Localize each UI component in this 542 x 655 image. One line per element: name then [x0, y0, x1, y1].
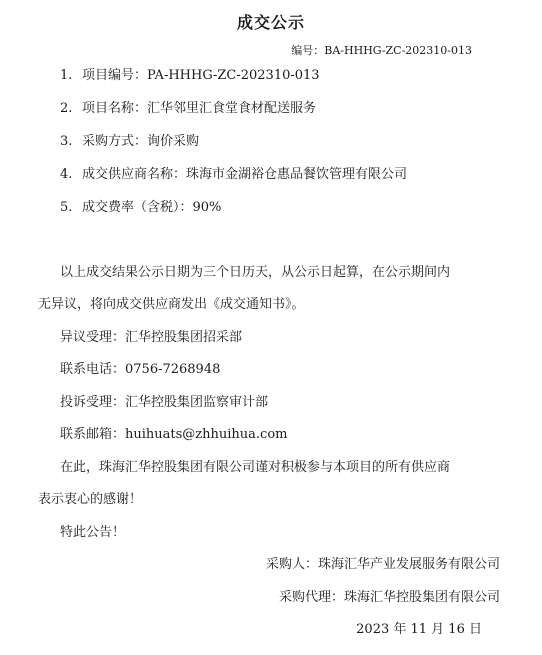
objection-contact: 异议受理：汇华控股集团招采部: [60, 330, 243, 345]
complaint-contact: 投诉受理：汇华控股集团监察审计部: [60, 395, 269, 410]
item-number: 3.: [60, 134, 73, 149]
email-contact: 联系邮箱：huihuats@zhhuihua.com: [60, 427, 288, 442]
thanks-paragraph-line-2: 表示衷心的感谢！: [38, 492, 143, 507]
item-number: 5.: [60, 200, 73, 215]
document-number: 编号：BA-HHHG-ZC-202310-013: [291, 44, 472, 57]
list-item: [60, 167, 407, 183]
page-title: 成交公示: [236, 13, 305, 32]
list-item: [60, 134, 199, 150]
item-text: 成交费率（含税）：90%: [82, 200, 222, 215]
thanks-paragraph-line-1: 在此，珠海汇华控股集团有限公司谨对积极参与本项目的所有供应商: [60, 460, 451, 475]
agent-signature: 采购代理：珠海汇华控股集团有限公司: [278, 590, 500, 605]
announcement-date: 2023 年 11 月 16 日: [356, 622, 482, 637]
notice-paragraph-line-2: 无异议，将向成交供应商发出《成交通知书》。: [38, 297, 305, 312]
item-number: 2.: [60, 101, 73, 116]
list-item: [60, 200, 221, 216]
item-number: 4.: [60, 167, 73, 182]
purchaser-signature: 采购人：珠海汇华产业发展服务有限公司: [265, 557, 500, 572]
item-text: 项目编号：PA-HHHG-ZC-202310-013: [82, 68, 320, 83]
item-number: 1.: [60, 68, 73, 83]
item-text: 成交供应商名称：珠海市金湖裕仓惠品餐饮管理有限公司: [82, 167, 408, 182]
item-text: 项目名称：汇华邻里汇食堂食材配送服务: [82, 101, 317, 116]
item-text: 采购方式：询价采购: [82, 134, 200, 149]
list-item: [60, 101, 316, 117]
phone-contact: 联系电话：0756-7268948: [60, 362, 221, 377]
closing-statement: 特此公告！: [60, 525, 126, 540]
notice-paragraph-line-1: 以上成交结果公示日期为三个日历天，从公示日起算，在公示期间内: [60, 265, 451, 280]
list-item: [60, 68, 320, 84]
